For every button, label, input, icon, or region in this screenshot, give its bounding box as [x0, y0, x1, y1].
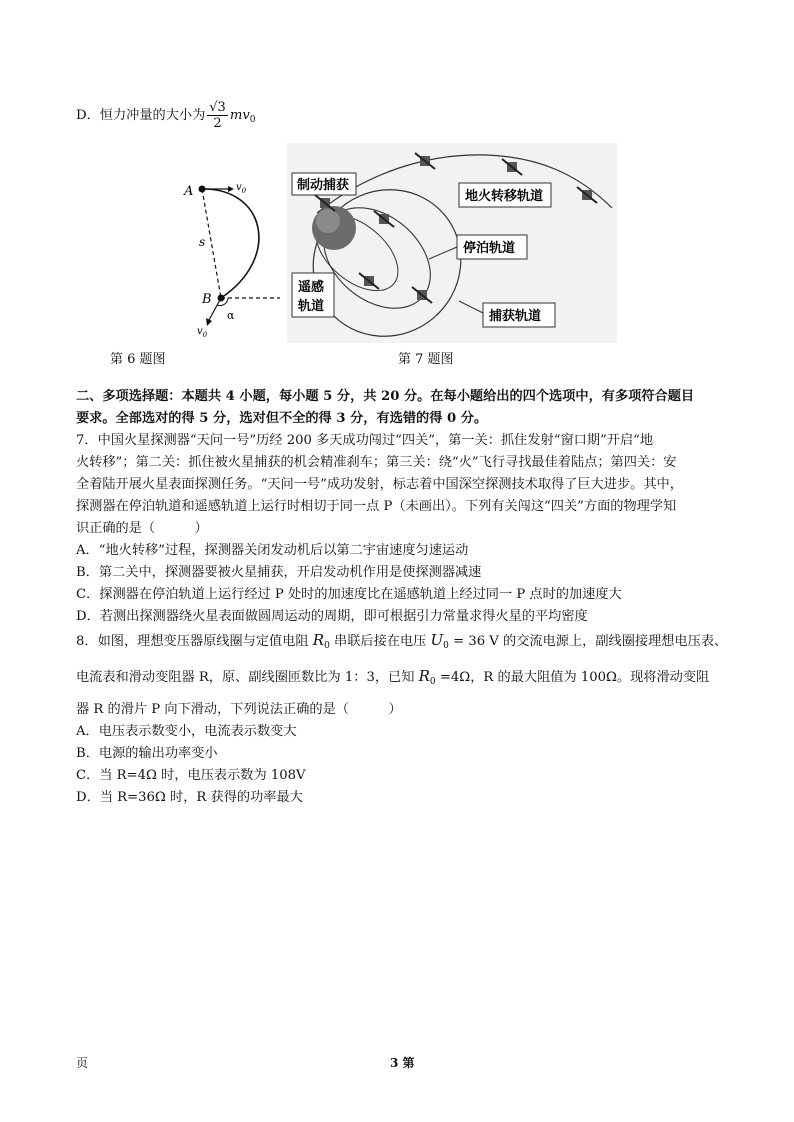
q8-line-2 [76, 667, 709, 691]
q8-line2-text-b: =4Ω，R 的最大阻值为 100Ω。现将滑动变阻 [435, 670, 710, 685]
q8-line-1 [76, 631, 727, 655]
fig6-arrowhead-top [228, 186, 234, 192]
q7-line-4: 探测器在停泊轨道和遥感轨道上运行时相切于同一点 P（未画出）。下列有关闯这“四关”方面的物理学知 [76, 499, 677, 514]
q8-line2-text-a: 电流表和滑动变阻器 R，原、副线圈匝数比为 1：3，已知 [76, 670, 419, 685]
section2-line-2: 要求。全部选对的得 5 分，选对但不全的得 3 分，有选错的得 0 分。 [76, 411, 488, 426]
q8-option-c: C．当 R=4Ω 时，电压表示数为 108V [76, 768, 306, 783]
q7-option-c: C．探测器在停泊轨道上运行经过 P 处时的加速度比在遥感轨道上经过同一 P 点时的加速度大 [76, 587, 622, 602]
footer-page-number: 3 第 [390, 1056, 415, 1070]
q8-line1-text-a: 8．如图，理想变压器原线圈与定值电阻 [76, 634, 313, 649]
mv-subscript: 0 [249, 115, 256, 125]
q6-option-d-prefix: D．恒力冲量的大小为 [76, 108, 206, 123]
q7-option-a: A．“地火转移”过程，探测器关闭发动机后以第二宇宙速度匀速运动 [76, 543, 469, 558]
q7-line-1: 7．中国火星探测器“天问一号”历经 200 多天成功闯过“四关”，第一关：抓住发射“窗口期”开启“地 [76, 433, 654, 448]
fig6-label-alpha: α [227, 309, 235, 322]
fraction-sqrt3-over-2 [207, 100, 228, 131]
q7-line-2: 火转移”；第二关：抓住被火星捕获的机会精准刹车；第三关：绕“火”飞行寻找最佳着陆点；第四关：安 [76, 455, 677, 470]
fig6-label-A: A [184, 184, 194, 199]
q7-line-5: 识正确的是（ ） [76, 521, 208, 536]
figure-6-caption: 第 6 题图 [110, 352, 166, 367]
fig7-label-remote-1: 遥感 [298, 280, 325, 295]
fig7-label-capture-brake: 制动捕获 [297, 178, 350, 193]
figure-7-caption: 第 7 题图 [398, 352, 454, 367]
q8-U0-symbol: U [430, 631, 444, 649]
q8-R0-subscript-2: 0 [429, 677, 436, 687]
q8-option-b: B．电源的输出功率变小 [76, 746, 218, 761]
fig6-label-s: s [199, 235, 206, 249]
fig7-label-remote-2: 轨道 [298, 299, 325, 314]
fig6-label-v0-top: $v_0$ [236, 182, 247, 195]
q8-line1-text-b: 串联后接在电压 [329, 634, 431, 649]
fraction-denominator: 2 [213, 116, 222, 131]
q7-option-b: B．第二关中，探测器要被火星捕获，开启发动机作用是使探测器减速 [76, 565, 482, 580]
mv-symbol: mv [229, 108, 250, 123]
q7-line-3: 全着陆开展火星表面探测任务。“天问一号”成功发射，标志着中国深空探测技术取得了巨大进步。其中， [76, 477, 683, 492]
figure-6-diagram [176, 168, 296, 343]
section2-line-1: 二、多项选择题：本题共 4 小题，每小题 5 分，共 20 分。在每小题给出的四个选项中，有多项符合题目 [76, 389, 695, 404]
q8-line-3: 器 R 的滑片 P 向下滑动，下列说法正确的是（ ） [76, 702, 402, 717]
fig6-label-v0-bottom: $v_0$ [197, 326, 208, 339]
fraction-numerator: √3 [209, 100, 226, 115]
q8-line1-text-c: = 36 V 的交流电源上，副线圈接理想电压表、 [448, 634, 728, 649]
q8-R0-subscript: 0 [324, 641, 330, 651]
q6-option-d [76, 96, 256, 140]
fig6-label-B: B [202, 292, 212, 307]
q8-R0-symbol-2: R [418, 667, 430, 685]
q8-U0-subscript: 0 [443, 641, 449, 651]
fig7-mars-highlight [316, 209, 340, 233]
q8-option-d: D．当 R=36Ω 时，R 获得的功率最大 [76, 790, 303, 805]
footer-left: 页 [76, 1056, 89, 1070]
fig7-label-capture-orbit: 捕获轨道 [489, 309, 542, 324]
q8-option-a: A．电压表示数变小，电流表示数变大 [76, 724, 297, 739]
fig7-label-transfer: 地火转移轨道 [465, 189, 544, 204]
fig7-label-parking: 停泊轨道 [463, 241, 516, 256]
figure-7-diagram [287, 143, 617, 343]
fig6-trajectory [202, 189, 259, 298]
q7-option-d: D．若测出探测器绕火星表面做圆周运动的周期，即可根据引力常量求得火星的平均密度 [76, 609, 588, 624]
q8-R0-symbol: R [312, 631, 325, 649]
